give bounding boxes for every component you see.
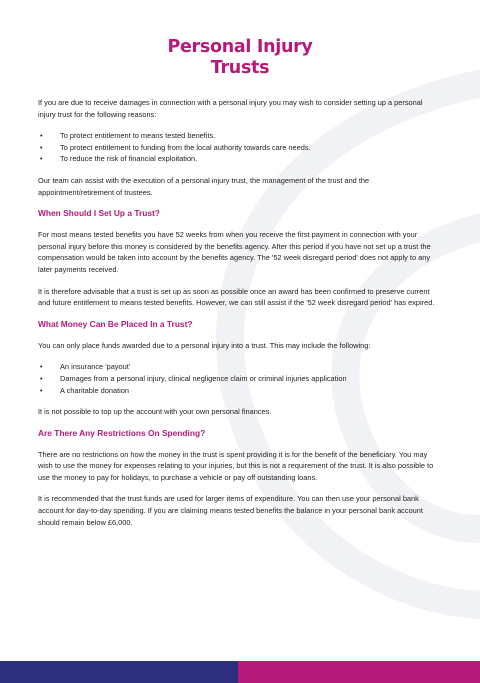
footer-bar-left — [0, 661, 238, 683]
section3-paragraph-1: There are no restrictions on how the money in the trust is spent providing it is for the benefit of the beneficiary. You may wish to use the money for expenses relating to your injuries, but this is not a requirement of the trust. It is also possible to use the money to pay for holidays, to purchase a vehicle or pay off outstanding loans. — [38, 449, 434, 482]
bullet-icon: • — [40, 373, 43, 383]
list-item: • A charitable donation — [40, 385, 130, 395]
team-paragraph: Our team can assist with the execution of a personal injury trust, the management of the trust and the appointment/retirement of trustees. — [38, 175, 370, 197]
section-heading-when: When Should I Set Up a Trust? — [38, 208, 160, 219]
section1-paragraph-1: For most means tested benefits you have 52 weeks from when you receive the first payment in connection with your personal injury before this money is considered by the benefits agency. After this period if you have not set up a trust the compensation would be taken into account by the benefits agency. The '52 week disregard period' does not apply to any later payments received. — [38, 230, 431, 274]
list-item: • Damages from a personal injury, clinical negligence claim or criminal injuries application — [40, 373, 347, 383]
list-item: • To reduce the risk of financial exploitation. — [40, 154, 198, 164]
list-item: • An insurance 'payout' — [40, 362, 131, 372]
bullet-icon: • — [40, 142, 43, 152]
reasons-list — [38, 130, 442, 165]
bullet-icon: • — [40, 385, 43, 395]
list-item: • To protect entitlement to funding from the local authority towards care needs. — [40, 142, 311, 152]
bullet-icon: • — [40, 362, 43, 372]
title-line-1: Personal Injury — [167, 37, 313, 57]
funds-list — [38, 361, 442, 396]
intro-paragraph: If you are due to receive damages in connection with a personal injury you may wish to consider setting up a personal injury trust for the following reasons: — [38, 98, 423, 119]
list-item: • To protect entitlement to means tested benefits. — [40, 131, 216, 141]
section2-paragraph-1: You can only place funds awarded due to a personal injury into a trust. This may include the following: — [38, 340, 371, 350]
section1-paragraph-2: It is therefore advisable that a trust is set up as soon as possible once an award has been confirmed to preserve current and future entitlement to means tested benefits. However, we can still assist if the '52 week disregard period' has expired. — [38, 286, 435, 308]
section2-paragraph-2: It is not possible to top up the account with your own personal finances. — [38, 407, 272, 417]
section3-paragraph-2: It is recommended that the trust funds are used for larger items of expenditure. You can then use your personal bank account for day-to-day spending. If you are claiming means tested benefits the balance in your personal bank account should remain below £6,000. — [38, 494, 423, 527]
section-heading-restrictions: Are There Any Restrictions On Spending? — [38, 427, 206, 438]
footer-bar-right — [238, 661, 480, 683]
title-line-2: Trusts — [210, 58, 270, 78]
document-body — [38, 97, 442, 538]
footer-bar — [0, 661, 480, 683]
page-title — [0, 37, 480, 79]
bullet-icon: • — [40, 154, 43, 164]
bullet-icon: • — [40, 131, 43, 141]
section-heading-what-money: What Money Can Be Placed In a Trust? — [38, 318, 193, 329]
